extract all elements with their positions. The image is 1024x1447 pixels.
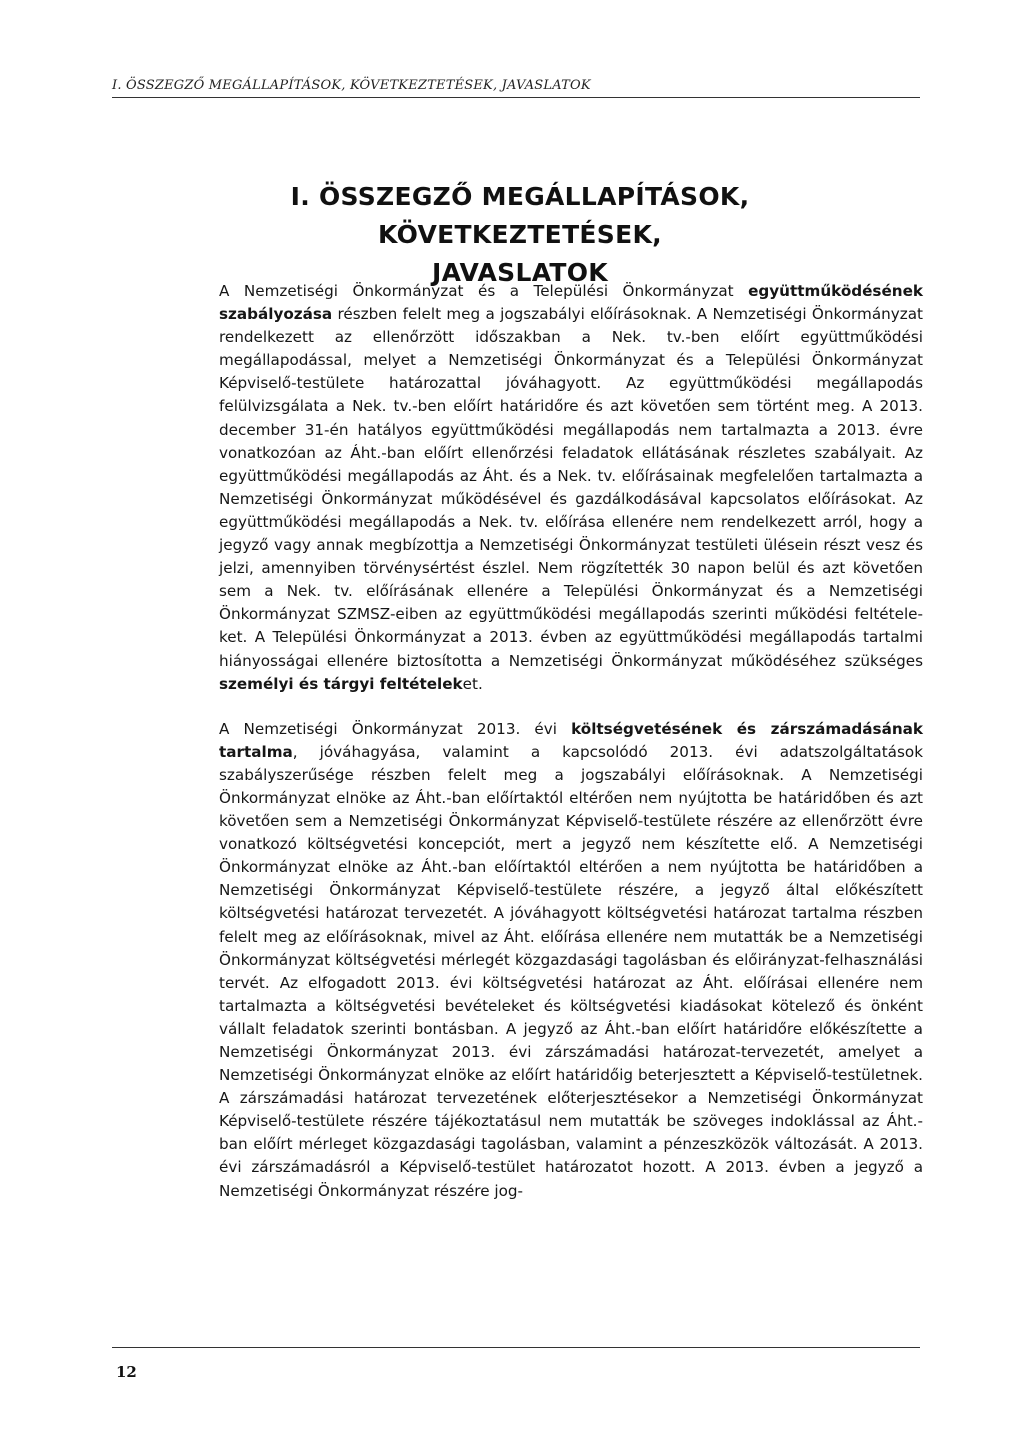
footer-divider	[112, 1347, 920, 1348]
paragraph-text: et.	[462, 674, 483, 693]
chapter-title-line-2: JAVASLATOK	[432, 258, 608, 287]
paragraph-cooperation	[219, 280, 923, 696]
paragraph-text: A Nemzetiségi Önkormányzat és a Települési Önkormányzat	[219, 282, 749, 300]
paragraph-emphasis: együttműködésének szabályozása	[219, 282, 923, 324]
chapter-title-line-1: I. ÖSSZEGZŐ MEGÁLLAPÍTÁSOK, KÖVETKEZTETÉSEK,	[290, 182, 750, 249]
body-text	[219, 280, 923, 1203]
paragraph-budget	[219, 718, 923, 1203]
paragraph-text: részben felelt meg a jogszabályi előírásoknak. A Nemzetiségi Önkormányzat rendelkezett az ellenőrzött időszakban a Nek. tv.-ben előírt együttműködési megállapodással, melyet a Nemzetiségi Önkormányzat és a Települési Önkormányzat Képviselő-testülete határozattal jóváhagyott. Az együttműködési megállapodás felülvizsgálata a Nek. tv.-ben előírt határidőre és azt követően sem történt meg. A 2013. december 31-én hatályos együttműködési megállapodás nem tartalmazta a 2013. évre vonatkozóan az Áht.-ban előírt ellenőrzési feladatok ellátásának részletes szabályait. Az együttműködési megállapodás az Áht. és a Nek. tv. előírásainak megfelelően tartalmazta a Nemzetiségi Önkormányzat működésével és gazdálkodásával kapcsolatos előírásokat. Az együttműködési megállapodás a Nek. tv. előírása ellenére nem rendelkezett arról, hogy a jegyző vagy annak megbízottja a Nemzetiségi Önkormányzat testületi ülésein részt vesz és jelzi, amennyiben törvénysértést észlel. Nem rögzítették 30 napon belül és azt követően sem a Nek. tv. előírásának ellenére a Települési Önkormányzat és a Nemzetiségi Önkormányzat SZMSZ-eiben az együttműködési megállapodás szerinti működési feltételeket. A Települési Önkormányzat a 2013. évben az együttműködési megállapodás tartalmi hiányosságai ellenére biztosította a Nemzetiségi Önkormányzat működéséhez szükséges	[219, 305, 923, 670]
running-header	[112, 78, 920, 98]
paragraph-emphasis: személyi és tárgyi feltételek	[219, 674, 463, 693]
chapter-title	[180, 178, 860, 292]
page-number: 12	[116, 1363, 137, 1381]
paragraph-text: , jóváhagyása, valamint a kapcsolódó 2013. évi adatszolgáltatások szabályszerűsége részben felelt meg a jogszabályi előírásoknak. A Nemzetiségi Önkormányzat elnöke az Áht.-ban előírtaktól eltérően nem nyújtotta be határidőben és azt követően sem a Nemzetiségi Önkormányzat Képviselő-testülete részére az ellenőrzött évre vonatkozó költségvetési koncepciót, mert a jegyző nem készítette elő. A Nemzetiségi Önkormányzat elnöke az Áht.-ban előírtaktól eltérően a nem nyújtotta be határidőben a Nemzetiségi Önkormányzat Képviselő-testülete részére, a jegyző által előkészített költségvetési határozat tervezetét. A jóváhagyott költségvetési határozat tartalma részben felelt meg az előírásoknak, mivel az Áht. előírása ellenére nem mutatták be a Nemzetiségi Önkormányzat költségvetési mérlegét közgazdasági tagolásban és előirányzat-felhasználási tervét. Az elfogadott 2013. évi költségvetési határozat az Áht. előírásai ellenére nem tartalmazta a költségvetési bevételeket és költségvetési kiadásokat kötelező és önként vállalt feladatok szerinti bontásban. A jegyző az Áht.-ban előírt határidőre előkészítette a Nemzetiségi Önkormányzat 2013. évi zárszámadási határozat-tervezetét, amelyet a Nemzetiségi Önkormányzat elnöke az előírt határidőig beterjesztett a Képviselő-testületnek. A zárszámadási határozat tervezetének előterjesztésekor a Nemzetiségi Önkormányzat Képviselő-testülete részére tájékoztatásul nem mutatták be szöveges indoklással az Áht.-ban előírt mérleget közgazdasági tagolásban, valamint a pénzeszközök változását. A 2013. évi zárszámadásról a Képviselő-testület határozatot hozott. A 2013. évben a jegyző a Nemzetiségi Önkormányzat részére jog-	[219, 742, 923, 1200]
paragraph-text: A Nemzetiségi Önkormányzat 2013. évi	[219, 719, 572, 738]
running-header-title: I. ÖSSZEGZŐ MEGÁLLAPÍTÁSOK, KÖVETKEZTETÉSEK, JAVASLATOK	[112, 78, 591, 93]
paragraph-emphasis: költségvetésének és zárszámadásának tartalma	[219, 719, 924, 761]
